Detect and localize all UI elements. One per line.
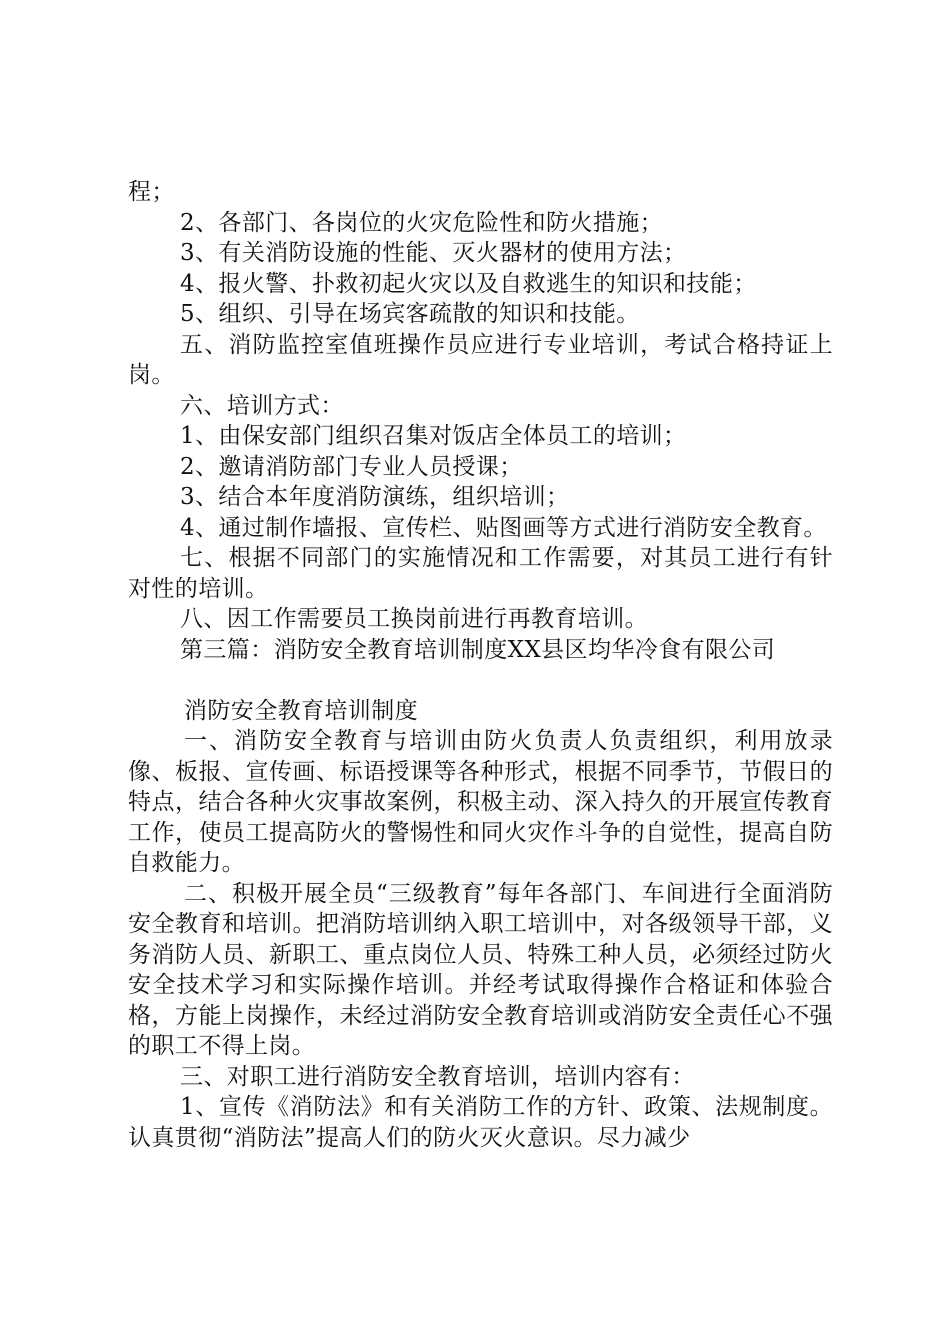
- paragraph-method-2: 2、邀请消防部门专业人员授课；: [180, 453, 523, 480]
- paragraph-rule-three-item-1: 1、宣传《消防法》和有关消防工作的方针、政策、法规制度。认真贯彻“消防法”提高人们的防火灭火意识。尽力减少: [128, 1094, 833, 1151]
- paragraph-section-eight: 八、因工作需要员工换岗前进行再教育培训。: [180, 606, 648, 632]
- paragraph-part-three-heading: 第三篇：消防安全教育培训制度XX县区均华冷食有限公司: [180, 636, 776, 663]
- paragraph-rule-two: 二、积极开展全员“三级教育”每年各部门、车间进行全面消防安全教育和培训。把消防培训纳入职工培训中，对各级领导干部，义务消防人员、新职工、重点岗位人员、特殊工种人员，必须经过防火安全技术学习和实际操作培训。并经考试取得操作合格证和体验合格，方能上岗操作，未经过消防安全教育培训或消防安全责任心不强的职工不得上岗。: [128, 880, 833, 1059]
- paragraph-section-five: 五、消防监控室值班操作员应进行专业培训，考试合格持证上岗。: [128, 331, 833, 388]
- paragraph-section-seven: 七、根据不同部门的实施情况和工作需要，对其员工进行有针对性的培训。: [128, 545, 833, 602]
- paragraph-item-2: 2、各部门、各岗位的火灾危险性和防火措施；: [180, 209, 664, 236]
- paragraph-continuation: 程；: [128, 179, 175, 205]
- blank-line: [128, 665, 833, 696]
- document-body: [128, 177, 833, 1153]
- paragraph-method-1: 1、由保安部门组织召集对饭店全体员工的培训；: [180, 423, 687, 449]
- paragraph-rule-three: 三、对职工进行消防安全教育培训，培训内容有：: [180, 1063, 695, 1090]
- paragraph-item-4: 4、报火警、扑救初起火灾以及自救逃生的知识和技能；: [180, 270, 757, 297]
- paragraph-system-title: 消防安全教育培训制度: [184, 697, 418, 724]
- paragraph-item-3: 3、有关消防设施的性能、灭火器材的使用方法；: [180, 240, 687, 266]
- paragraph-method-4: 4、通过制作墙报、宣传栏、贴图画等方式进行消防安全教育。: [180, 514, 827, 541]
- paragraph-rule-one: 一、消防安全教育与培训由防火负责人负责组织，利用放录像、板报、宣传画、标语授课等各种形式，根据不同季节，节假日的特点，结合各种火灾事故案例，积极主动、深入持久的开展宣传教育工作，使员工提高防火的警惕性和同火灾作斗争的自觉性，提高自防自救能力。: [128, 728, 833, 876]
- paragraph-section-six: 六、培训方式：: [180, 392, 344, 419]
- paragraph-item-5: 5、组织、引导在场宾客疏散的知识和技能。: [180, 301, 640, 327]
- paragraph-method-3: 3、结合本年度消防演练，组织培训；: [180, 484, 570, 510]
